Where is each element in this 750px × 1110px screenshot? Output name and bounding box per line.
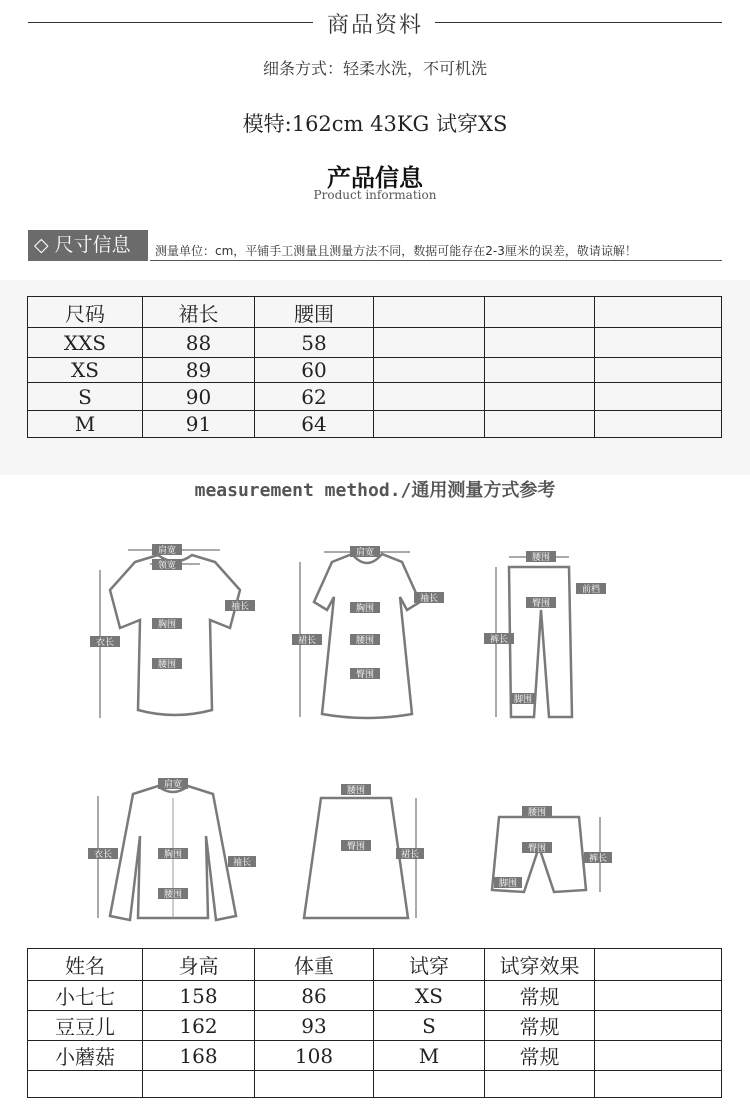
table-header-cell [595,949,722,981]
table-cell [374,358,485,383]
table-cell: 60 [255,358,374,383]
table-row [28,328,722,358]
table-cell [374,383,485,411]
table-cell: 常规 [485,981,595,1011]
table-cell: 93 [255,1011,374,1041]
table-cell: M [374,1041,485,1071]
collar-label: 领宽 [157,561,177,571]
dress-shoulder-label: 肩宽 [355,548,375,558]
shirt-sleeve-label: 袖长 [232,858,252,868]
table-cell [485,328,595,358]
table-cell: 小七七 [28,981,143,1011]
shorts-length-label: 裤长 [588,854,608,864]
table-header-cell: 试穿效果 [485,949,595,981]
table-cell [374,1071,485,1098]
table-cell [485,383,595,411]
product-info-title: 产品信息 [327,164,423,192]
dress-sleeve-label: 袖长 [419,594,439,604]
table-cell [595,358,722,383]
pants-diagram [484,545,609,725]
skirt-waist-label: 腰围 [346,786,366,796]
dress-length-label: 裙长 [297,636,317,646]
dress-hip-label: 臀围 [355,670,375,680]
product-info-subtitle: Product information [313,188,437,202]
table-cell: 常规 [485,1011,595,1041]
sleeve-label: 袖长 [230,602,250,612]
table-cell [595,328,722,358]
dress-chest-label: 胸围 [355,604,375,614]
table-cell [595,1041,722,1071]
table-cell: XXS [28,328,143,358]
size-info-note: 测量单位：cm，平铺手工测量且测量方法不同，数据可能存在2-3厘米的误差，敬请谅解！ [155,244,637,258]
table-header-cell: 腰围 [255,297,374,328]
size-info-rule [150,260,722,261]
page-title-text: 商品资料 [315,13,435,38]
table-cell: 86 [255,981,374,1011]
dress-diagram [292,542,447,722]
table-cell: XS [28,358,143,383]
tshirt-diagram [90,540,260,725]
table-header-cell: 身高 [143,949,255,981]
table-row [28,297,722,328]
pants-rise-label: 前档 [581,585,601,595]
table-cell: 89 [143,358,255,383]
table-cell: 88 [143,328,255,358]
table-cell [485,411,595,438]
shirt-shoulder-label: 肩宽 [163,780,183,790]
measurement-method-title: measurement method./通用测量方式参考 [194,480,556,501]
table-cell: S [28,383,143,411]
pants-leg-label: 脚围 [513,695,533,705]
length-label: 衣长 [95,638,115,648]
model-info: 模特:162cm 43KG 试穿XS [242,112,508,136]
shorts-diagram [484,802,614,902]
shirt-length-label: 衣长 [93,850,113,860]
table-cell: 91 [143,411,255,438]
table-cell: 162 [143,1011,255,1041]
table-cell: 62 [255,383,374,411]
pants-length-label: 裤长 [489,635,509,645]
table-row [28,949,722,981]
pants-hip-label: 臀围 [531,599,551,609]
table-row [28,1041,722,1071]
table-header-cell [485,297,595,328]
waist-label: 腰围 [157,660,177,670]
table-header-cell [595,297,722,328]
table-row [28,411,722,438]
shirt-waist-label: 腰围 [163,890,183,900]
table-header-cell: 体重 [255,949,374,981]
table-header-cell: 尺码 [28,297,143,328]
table-cell: 158 [143,981,255,1011]
table-row [28,981,722,1011]
table-cell: 90 [143,383,255,411]
skirt-diagram [296,780,426,925]
chest-label: 胸围 [157,620,177,630]
table-cell [374,411,485,438]
table-cell [28,1071,143,1098]
size-table [27,296,722,438]
page-title [0,8,750,39]
shirt-diagram [88,776,258,926]
table-cell [595,1011,722,1041]
table-header-cell: 裙长 [143,297,255,328]
table-header-cell: 姓名 [28,949,143,981]
pants-waist-label: 腰围 [531,553,551,563]
table-header-cell [374,297,485,328]
table-cell [143,1071,255,1098]
table-cell: 豆豆儿 [28,1011,143,1041]
table-cell [595,383,722,411]
table-cell: 常规 [485,1041,595,1071]
table-cell [374,328,485,358]
table-cell [485,358,595,383]
table-cell: XS [374,981,485,1011]
table-cell: 小蘑菇 [28,1041,143,1071]
table-cell: S [374,1011,485,1041]
table-row [28,1011,722,1041]
size-info-tag: ◇ 尺寸信息 [28,230,148,261]
wash-instructions: 细条方式：轻柔水洗，不可机洗 [262,59,487,78]
shorts-leg-label: 脚围 [498,879,518,889]
table-cell [595,981,722,1011]
table-cell [595,411,722,438]
table-cell: 64 [255,411,374,438]
table-row [28,383,722,411]
table-row [28,1071,722,1098]
table-cell [485,1071,595,1098]
skirt-hip-label: 臀围 [346,842,366,852]
table-cell: 108 [255,1041,374,1071]
shirt-chest-label: 胸围 [163,850,183,860]
table-cell: 168 [143,1041,255,1071]
shorts-waist-label: 腰围 [527,808,547,818]
table-cell: 58 [255,328,374,358]
try-on-table [27,948,722,1098]
skirt-length-label: 裙长 [400,850,420,860]
table-cell [595,1071,722,1098]
table-cell [255,1071,374,1098]
shorts-hip-label: 臀围 [527,844,547,854]
shoulder-label: 肩宽 [157,546,177,556]
table-row [28,358,722,383]
table-header-cell: 试穿 [374,949,485,981]
table-cell: M [28,411,143,438]
dress-waist-label: 腰围 [355,636,375,646]
